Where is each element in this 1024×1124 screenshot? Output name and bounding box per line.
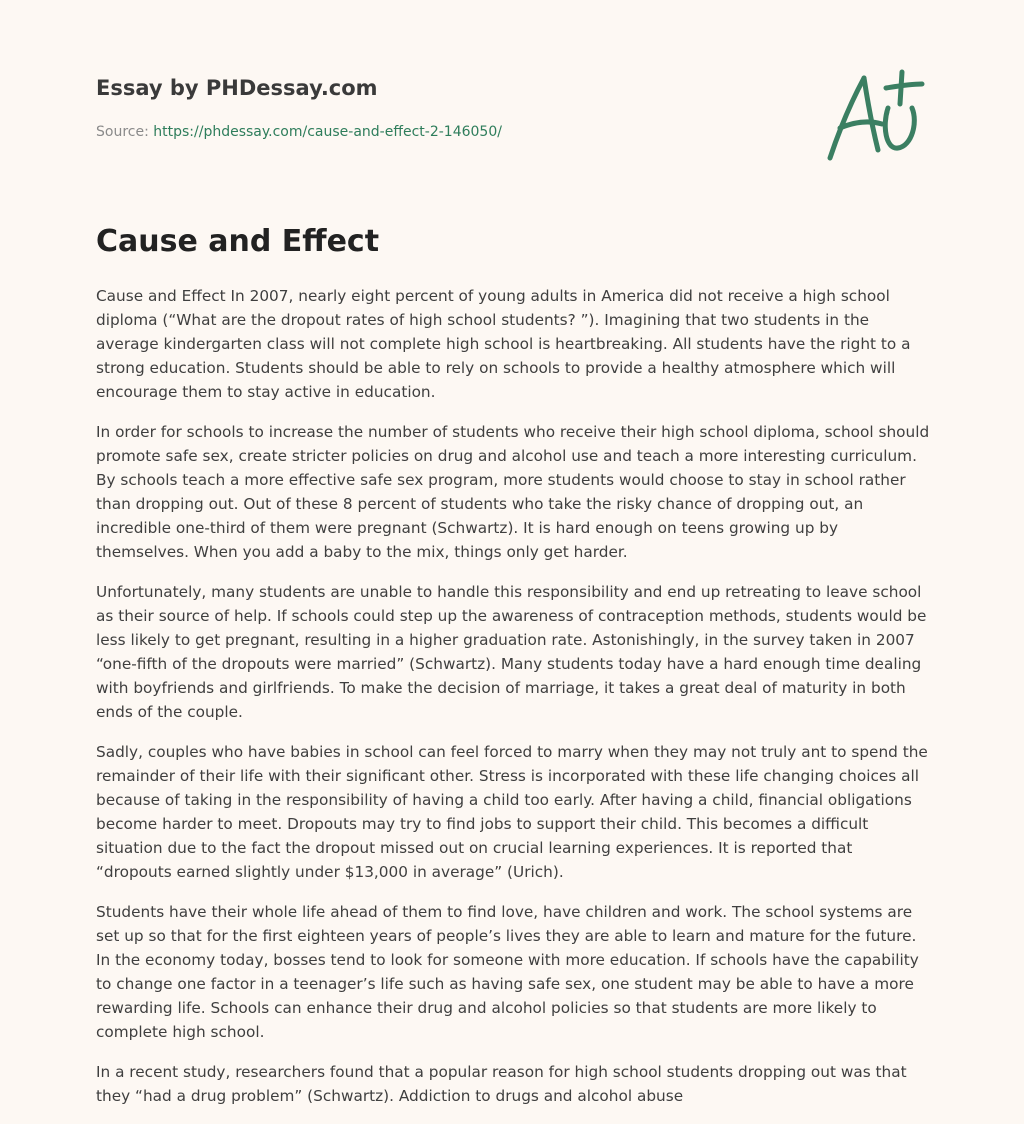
essay-paragraph: Cause and Effect In 2007, nearly eight percent of young adults in America did not receive a high school diploma (“What are the dropout rates of high school students? ”). Imagining that two students in the average kindergarten class will not complete high school is heartbreaking. All students have the right to a strong education. Students should be able to rely on schools to provide a healthy atmosphere which will encourage them to stay active in education. — [96, 287, 911, 401]
source-label: Source: — [96, 124, 149, 140]
essay-paragraph: Sadly, couples who have babies in school can feel forced to marry when they may not truly ant to spend the remainder of their life with their significant other. Stress is incorporated with these life changing choices all because of taking in the responsibility of having a child too early. After having a child, financial obligations become harder to meet. Dropouts may try to find jobs to support their child. This becomes a difficult situation due to the fact the dropout missed out on crucial learning experiences. It is reported that “dropouts earned slightly under $13,000 in average” (Urich). — [96, 743, 928, 881]
essay-paragraph: In a recent study, researchers found that a popular reason for high school students dropping out was that they “had a drug problem” (Schwartz). Addiction to drugs and alcohol abuse — [96, 1063, 907, 1105]
source-link[interactable]: https://phdessay.com/cause-and-effect-2-146050/ — [153, 124, 502, 140]
essay-paragraph: Unfortunately, many students are unable to handle this responsibility and end up retreating to leave school as their source of help. If schools could step up the awareness of contraception methods, students would be less likely to get pregnant, resulting in a higher graduation rate. Astonishingly, in the survey taken in 2007 “one-fifth of the dropouts were married” (Schwartz). Many students today have a hard enough time dealing with boyfriends and girlfriends. To make the decision of marriage, it takes a great deal of maturity in both ends of the couple. — [96, 583, 927, 721]
essay-title: Cause and Effect — [96, 224, 380, 259]
source-line — [96, 124, 502, 140]
essay-paragraph: Students have their whole life ahead of them to find love, have children and work. The school systems are set up so that for the first eighteen years of people’s lives they are able to learn and mature for the future. In the economy today, bosses tend to look for someone with more education. If schools have the capability to change one factor in a teenager’s life such as having safe sex, one student may be able to have a more rewarding life. Schools can enhance their drug and alcohol policies so that students are more likely to complete high school. — [96, 903, 919, 1041]
a-plus-grade-icon — [820, 64, 930, 168]
site-brand[interactable]: Essay by PHDessay.com — [96, 76, 378, 100]
essay-body — [96, 284, 932, 1124]
site-header — [96, 76, 378, 100]
essay-paragraph: In order for schools to increase the number of students who receive their high school diploma, school should promote safe sex, create stricter policies on drug and alcohol use and teach a more interesting curriculum. By schools teach a more effective safe sex program, more students would choose to stay in school rather than dropping out. Out of these 8 percent of students who take the risky chance of dropping out, an incredible one-third of them were pregnant (Schwartz). It is hard enough on teens growing up by themselves. When you add a baby to the mix, things only get harder. — [96, 423, 930, 561]
